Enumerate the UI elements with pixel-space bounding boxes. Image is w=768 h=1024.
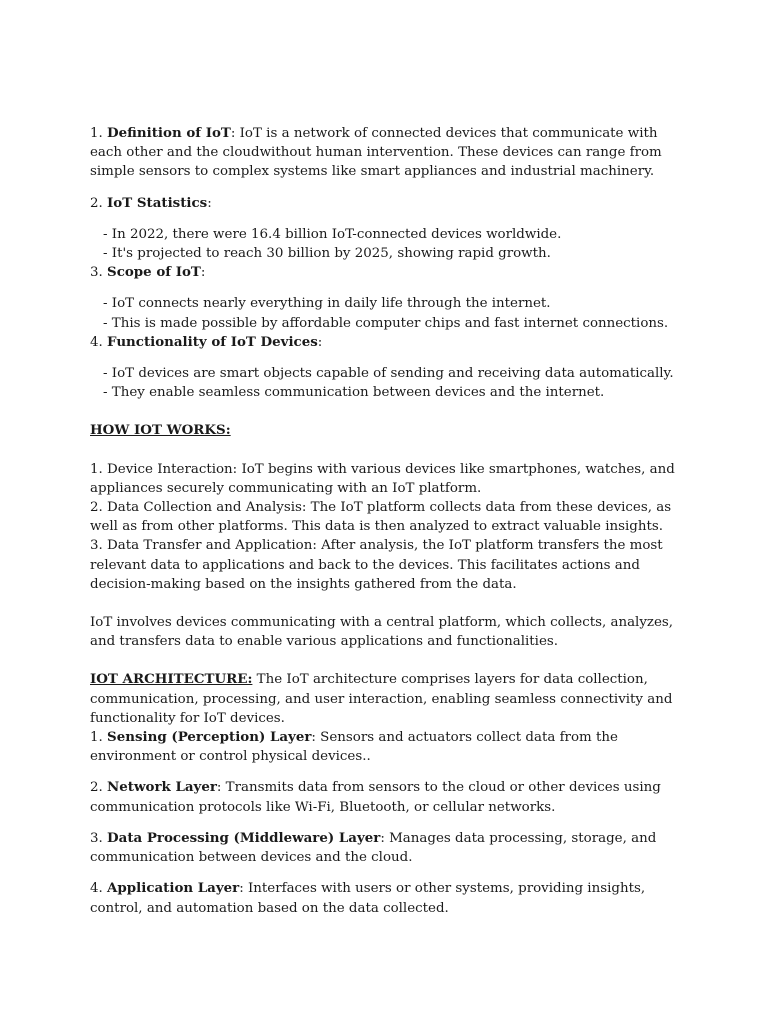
how-step: 2. Data Collection and Analysis: The IoT platform collects data from these devices, as well as from other platforms. This data is then analyzed to extract valuable insights. <box>90 500 672 535</box>
layer-application <box>90 879 690 917</box>
item-title: Scope of IoT <box>107 264 201 281</box>
item-title: Data Processing (Middleware) Layer <box>107 829 381 846</box>
item-number: 1. <box>90 126 108 141</box>
item-number: 4. <box>90 334 108 350</box>
item-text: : <box>317 334 323 350</box>
bullet-item: - In 2022, there were 16.4 billion IoT-connected devices worldwide. <box>103 226 562 242</box>
intro-item-scope <box>90 263 690 282</box>
layer-sensing <box>90 728 690 766</box>
item-text: : Manages data processing, storage, and communication between devices and the cloud. <box>90 830 657 866</box>
intro-item-statistics <box>90 194 690 213</box>
item-text: : <box>200 265 206 281</box>
item-title: Definition of IoT <box>107 125 231 141</box>
intro-item-definition <box>90 124 690 182</box>
item-title: Application Layer <box>107 880 240 897</box>
bullet-item: - IoT connects nearly everything in daily life through the internet. <box>103 296 551 312</box>
item-number: 4. <box>90 881 108 897</box>
how-summary: IoT involves devices communicating with a central platform, which collects, analyzes, and transfers data to enable various applications and functionalities. <box>90 615 674 650</box>
bullet-item: - This is made possible by affordable computer chips and fast internet connections. <box>103 315 669 331</box>
item-title: Functionality of IoT Devices <box>107 333 318 350</box>
item-number: 1. <box>90 730 108 746</box>
item-text: : <box>207 195 212 211</box>
bullet-item: - They enable seamless communication between devices and the internet. <box>103 385 605 401</box>
how-iot-works-heading: HOW IOT WORKS: <box>90 422 231 439</box>
how-step: 3. Data Transfer and Application: After analysis, the IoT platform transfers the most relevant data to applications and back to the devices. This facilitates actions and decision-making based on the insights gathered from the data. <box>90 538 663 592</box>
layer-processing <box>90 829 690 867</box>
item-text: : Interfaces with users or other systems, providing insights, control, and automation based on the data collected. <box>90 881 646 916</box>
item-text: : IoT is a network of connected devices that communicate with each other and the cloudwithout human intervention. These devices can range from simple sensors to complex systems like smart appliances and industrial machinery. <box>90 126 662 180</box>
item-number: 3. <box>90 830 108 846</box>
layer-network <box>90 778 690 816</box>
item-title: Sensing (Perception) Layer <box>107 729 312 746</box>
document-page <box>90 124 690 918</box>
bullet-item: - IoT devices are smart objects capable of sending and receiving data automatically. <box>103 366 674 382</box>
intro-item-functionality <box>90 333 690 352</box>
bullet-item: - It's projected to reach 30 billion by 2025, showing rapid growth. <box>103 246 551 262</box>
item-title: Network Layer <box>107 779 217 796</box>
architecture-intro-text: The IoT architecture comprises layers for data collection, communication, processing, and user interaction, enabling seamless connectivity and functionality for IoT devices. <box>90 672 673 726</box>
architecture-intro <box>90 670 690 728</box>
item-text: : Sensors and actuators collect data from the environment or control physical devices.. <box>90 730 618 765</box>
item-text: : Transmits data from sensors to the cloud or other devices using communication protocols like Wi-Fi, Bluetooth, or cellular networks. <box>90 780 661 815</box>
item-number: 3. <box>90 265 108 281</box>
item-number: 2. <box>90 780 108 796</box>
architecture-heading: IOT ARCHITECTURE: <box>90 671 253 688</box>
item-title: IoT Statistics <box>107 194 208 211</box>
how-step: 1. Device Interaction: IoT begins with various devices like smartphones, watches, and appliances securely communicating with an IoT platform. <box>90 461 675 496</box>
item-number: 2. <box>90 195 108 211</box>
